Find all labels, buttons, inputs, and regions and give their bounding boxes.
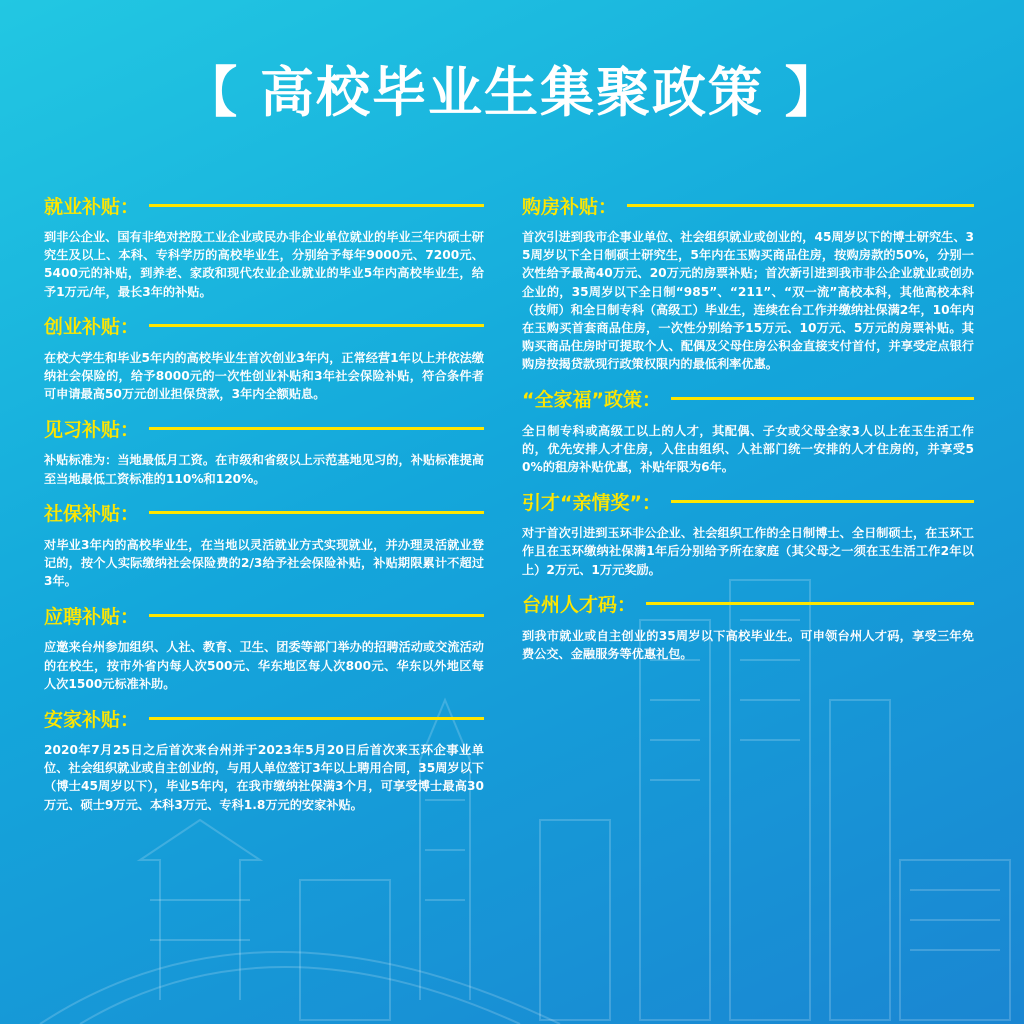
section-body: 对毕业3年内的高校毕业生，在当地以灵活就业方式实现就业，并办理灵活就业登记的，按个人实际缴纳社会保险费的2/3给予社会保险补贴，补贴期限累计不超过3年。 bbox=[44, 537, 484, 589]
talent-code-section bbox=[522, 591, 974, 663]
section-body: 应邀来台州参加组织、人社、教育、卫生、团委等部门举办的招聘活动或交流活动的在校生，按市外省内每人次500元、华东地区每人次800元、华东以外地区每人次1500元标准补助。 bbox=[44, 640, 484, 691]
heading-divider bbox=[671, 500, 974, 503]
page-title: 【 高校毕业生集聚政策 】 bbox=[183, 61, 841, 124]
section-body: 首次引进到我市企事业单位、社会组织就业或创业的，45周岁以下的博士研究生、35周岁以下全日制硕士研究生，5年内在玉购买商品住房，按购房款的50%，分别一次性给予最高40万元、20万元的房票补贴；首次新引进到我市非公企业就业或创办企业的，35周岁以下全日制“985”、“211”、“双一流”高校本科，其他高校本科（技师）和全日制专科（高级工）毕业生，连续在台工作并缴纳社保满2年，10年内在玉购买首套商品住房，一次性分别给予15万元、10万元、5万元的房票补贴。其购买商品住房时可提取个人、配偶及父母住房公积金直接支付首付，并享受定点银行购房按揭贷款现行政策权限内的最低利率优惠。 bbox=[522, 230, 975, 372]
section-body: 在校大学生和毕业5年内的高校毕业生首次创业3年内，正常经营1年以上并依法缴纳社会保险的，给予8000元的一次性创业补贴和3年社会保险补贴，符合条件者可申请最高50万元创业担保贷款，3年内全额贴息。 bbox=[44, 350, 484, 402]
section-body: 全日制专科或高级工以上的人才，其配偶、子女或父母全家3人以上在玉生活工作的，优先安排人才住房，入住由组织、人社部门统一安排的人才住房的，并享受50%的租房补贴优惠，补贴年限为6年。 bbox=[522, 423, 974, 475]
section-heading: 应聘补贴： bbox=[44, 605, 140, 628]
section-heading: “全家福”政策： bbox=[522, 389, 661, 412]
heading-divider bbox=[149, 717, 484, 720]
heading-divider bbox=[149, 427, 484, 430]
right-column bbox=[522, 192, 974, 675]
section-body: 到我市就业或自主创业的35周岁以下高校毕业生。可申领台州人才码，享受三年免费公交、金融服务等优惠礼包。 bbox=[522, 628, 974, 662]
left-column bbox=[44, 192, 484, 826]
housing-subsidy-section bbox=[522, 192, 974, 374]
heading-divider bbox=[149, 324, 484, 327]
heading-divider bbox=[646, 602, 974, 605]
section-heading: 创业补贴： bbox=[44, 316, 140, 339]
section-body: 到非公企业、国有非绝对控股工业企业或民办非企业单位就业的毕业三年内硕士研究生及以上、本科、专科学历的高校毕业生，分别给予每年9000元、7200元、5400元的补贴，到养老、家政和现代农业企业就业的毕业5年内高校毕业生，给予1万元/年，最长3年的补贴。 bbox=[44, 230, 484, 299]
section-heading: 就业补贴： bbox=[44, 195, 140, 218]
section-heading: 引才“亲情奖”： bbox=[522, 491, 661, 514]
section-heading: 社保补贴： bbox=[44, 503, 140, 526]
section-heading: 见习补贴： bbox=[44, 418, 140, 441]
section-body: 2020年7月25日之后首次来台州并于2023年5月20日后首次来玉环企事业单位、社会组织就业或自主创业的，与用人单位签订3年以上聘用合同，35周岁以下（博士45周岁以下），毕业5年内，在我市缴纳社保满3个月，可享受博士最高30万元、硕士9万元、本科3万元、专科1.8万元的安家补贴。 bbox=[44, 743, 484, 812]
heading-divider bbox=[671, 397, 974, 400]
section-body: 对于首次引进到玉环非公企业、社会组织工作的全日制博士、全日制硕士，在玉环工作且在玉环缴纳社保满1年后分别给予所在家庭（其父母之一须在玉生活工作2年以上）2万元、1万元奖励。 bbox=[522, 526, 974, 577]
family-reward-section bbox=[522, 488, 974, 579]
heading-divider bbox=[627, 204, 974, 207]
section-body: 补贴标准为：当地最低月工资。在市级和省级以上示范基地见习的，补贴标准提高至当地最低工资标准的110%和120%。 bbox=[44, 453, 484, 486]
section-heading: 安家补贴： bbox=[44, 708, 140, 731]
startup-subsidy-section bbox=[44, 313, 484, 404]
heading-divider bbox=[149, 204, 484, 207]
interview-subsidy-section bbox=[44, 602, 484, 693]
internship-subsidy-section bbox=[44, 415, 484, 487]
section-heading: 购房补贴： bbox=[522, 195, 618, 218]
settlement-subsidy-section bbox=[44, 705, 484, 814]
heading-divider bbox=[149, 614, 484, 617]
employment-subsidy-section bbox=[44, 192, 484, 301]
family-policy-section bbox=[522, 386, 974, 477]
section-heading: 台州人才码： bbox=[522, 594, 637, 617]
heading-divider bbox=[149, 511, 484, 514]
social-insurance-subsidy-section bbox=[44, 500, 484, 591]
